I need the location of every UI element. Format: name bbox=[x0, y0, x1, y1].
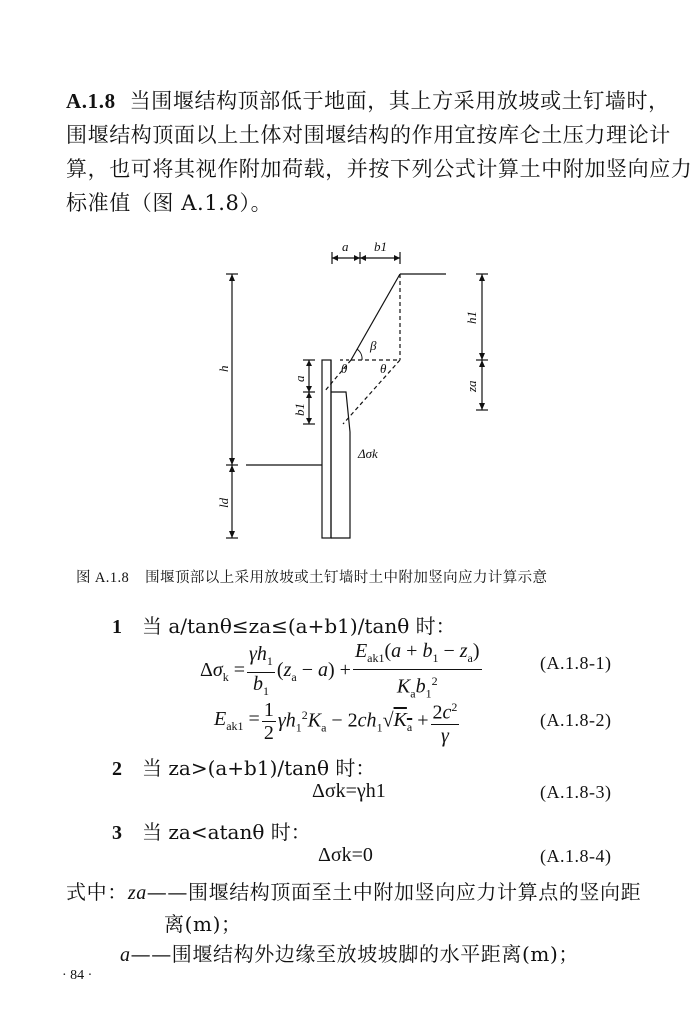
angle-label-theta-1: θ bbox=[341, 361, 348, 376]
paragraph-line-4: 标准值（图 A.1.8）。 bbox=[66, 191, 273, 215]
paragraph-line-3: 算，也可将其视作附加荷载，并按下列公式计算土中附加竖向应力 bbox=[66, 157, 693, 181]
figure-number: 图 A.1.8 bbox=[76, 570, 130, 586]
figure-caption-text: 围堰顶部以上采用放坡或土钉墙时土中附加竖向应力计算示意 bbox=[145, 570, 548, 586]
dim-label-ld: ld bbox=[216, 497, 231, 508]
dim-label-b1-left: b1 bbox=[292, 403, 307, 416]
definition-za-continued: 离(m)； bbox=[164, 912, 242, 936]
figure-caption bbox=[76, 566, 547, 587]
equation-3: Δσk=γh1 bbox=[312, 780, 386, 802]
equation-4: Δσk=0 bbox=[318, 844, 373, 866]
equation-number-4: (A.1.8-4) bbox=[540, 846, 612, 866]
equation-number-2: (A.1.8-2) bbox=[540, 710, 612, 730]
stress-label: Δσk bbox=[358, 446, 378, 461]
equation-number-3: (A.1.8-3) bbox=[540, 782, 612, 802]
dim-label-a-left: a bbox=[292, 375, 307, 382]
paragraph-line-1: A.1.8 当围堰结构顶部低于地面，其上方采用放坡或土钉墙时， bbox=[66, 89, 670, 113]
dim-label-h1: h1 bbox=[464, 311, 479, 324]
paragraph-line-2: 围堰结构顶面以上土体对围堰结构的作用宜按库仑土压力理论计 bbox=[66, 123, 671, 147]
dim-label-a-top: a bbox=[342, 239, 349, 254]
angle-label-theta-2: θ bbox=[380, 361, 387, 376]
definition-a: a——围堰结构外边缘至放坡坡脚的水平距离(m)； bbox=[120, 942, 579, 966]
symbol-za: za bbox=[127, 882, 147, 904]
dim-label-h: h bbox=[216, 365, 231, 372]
clause-paragraph bbox=[66, 84, 693, 220]
condition-item-1: 1 当 a/tanθ≤za≤(a+b1)/tanθ 时： bbox=[112, 614, 456, 638]
condition-item-3: 3 当 za<atanθ 时： bbox=[112, 820, 311, 844]
clause-label: A.1.8 bbox=[66, 89, 116, 113]
page-number: · 84 · bbox=[62, 968, 93, 983]
equation-number-1: (A.1.8-1) bbox=[540, 653, 612, 673]
figure-diagram bbox=[200, 232, 490, 552]
dim-label-za: za bbox=[464, 380, 479, 392]
angle-label-beta: β bbox=[370, 338, 377, 353]
dim-label-b1-top: b1 bbox=[374, 239, 387, 254]
symbol-a: a bbox=[120, 944, 131, 966]
definition-za: 式中：za——围堰结构顶面至土中附加竖向应力计算点的竖向距 bbox=[66, 880, 642, 904]
condition-item-2: 2 当 za>(a+b1)/tanθ 时： bbox=[112, 756, 376, 780]
equation-1: $\Delta\sigma_k$ = $\frac{\gamma h_1}{b_1}$ $(z_a - a)$ + $\frac{E_{ak1}(a + b_1 - z_a)}{K_ab_1^2}$ bbox=[200, 640, 480, 701]
equation-2: $E_{ak1}$ = $\frac{1}{2}$ $\gamma h_1^2K_a - 2ch_1√K_a$ + $\frac{2c^2}{\gamma}$ bbox=[214, 696, 461, 747]
